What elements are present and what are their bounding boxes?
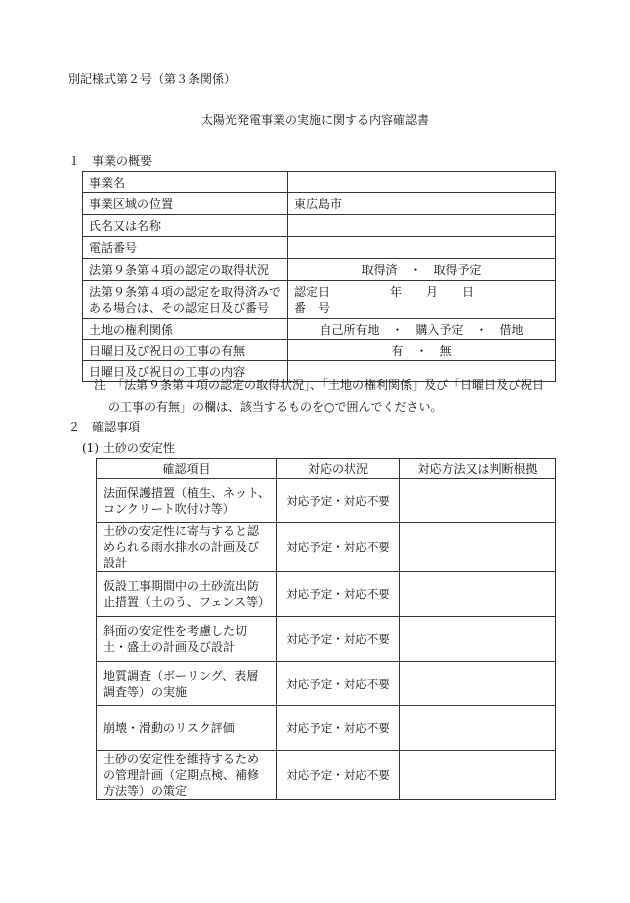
table-row bbox=[83, 281, 556, 319]
row-value[interactable]: 取得済 ・ 取得予定 bbox=[288, 259, 556, 281]
table-row bbox=[97, 706, 556, 751]
table-row bbox=[83, 237, 556, 259]
status-options[interactable]: 対応予定・対応不要 bbox=[277, 572, 400, 617]
status-options[interactable]: 対応予定・対応不要 bbox=[277, 751, 400, 800]
certification-number: 番 号 bbox=[294, 300, 331, 315]
table-row bbox=[83, 193, 556, 215]
header-check-item: 確認項目 bbox=[97, 459, 277, 479]
row-label: 土地の権利関係 bbox=[83, 319, 288, 340]
row-value[interactable] bbox=[288, 172, 556, 193]
table-row bbox=[83, 340, 556, 361]
method-cell[interactable] bbox=[400, 751, 556, 800]
form-label: 別記様式第２号（第３条関係） bbox=[68, 72, 237, 86]
method-cell[interactable] bbox=[400, 572, 556, 617]
table-row bbox=[97, 572, 556, 617]
table-row bbox=[97, 617, 556, 662]
method-cell[interactable] bbox=[400, 523, 556, 572]
status-options[interactable]: 対応予定・対応不要 bbox=[277, 617, 400, 662]
check-item: 土砂の安定性を維持するための管理計画（定期点検、補修方法等）の策定 bbox=[97, 751, 277, 800]
table-row bbox=[97, 479, 556, 523]
table-row bbox=[83, 172, 556, 193]
certification-date: 認定日 年 月 日 bbox=[294, 284, 475, 299]
row-value[interactable]: 東広島市 bbox=[288, 193, 556, 215]
row-value[interactable]: 有 ・ 無 bbox=[288, 340, 556, 361]
row-value[interactable] bbox=[288, 215, 556, 237]
check-item: 土砂の安定性に寄与すると認められる雨水排水の計画及び設計 bbox=[97, 523, 277, 572]
row-label: 氏名又は名称 bbox=[83, 215, 288, 237]
table-row bbox=[97, 751, 556, 800]
check-item: 斜面の安定性を考慮した切土・盛土の計画及び設計 bbox=[97, 617, 277, 662]
row-label: 日曜日及び祝日の工事の内容 bbox=[83, 361, 288, 382]
method-cell[interactable] bbox=[400, 479, 556, 523]
table-header-row bbox=[97, 459, 556, 479]
check-item: 法面保護措置（植生、ネット、コンクリート吹付け等） bbox=[97, 479, 277, 523]
table-row bbox=[97, 523, 556, 572]
check-item: 地質調査（ボーリング、表層調査等）の実施 bbox=[97, 662, 277, 706]
method-cell[interactable] bbox=[400, 617, 556, 662]
section2-heading: ２ 確認事項 bbox=[68, 420, 141, 434]
row-label: 法第９条第４項の認定の取得状況 bbox=[83, 259, 288, 281]
table-row bbox=[83, 259, 556, 281]
status-options[interactable]: 対応予定・対応不要 bbox=[277, 479, 400, 523]
note-line-2: の工事の有無」の欄は、該当するものを○で囲んでください。 bbox=[108, 400, 443, 414]
section2-subheading: (1) 土砂の安定性 bbox=[82, 441, 175, 455]
row-value[interactable] bbox=[288, 237, 556, 259]
table-row bbox=[83, 215, 556, 237]
document-title: 太陽光発電事業の実施に関する内容確認書 bbox=[200, 113, 429, 127]
note-line-1: 注 「法第９条第４項の認定の取得状況」、「土地の権利関係」及び「日曜日及び祝日 bbox=[94, 378, 545, 392]
check-item: 崩壊・滑動のリスク評価 bbox=[97, 706, 277, 751]
row-label: 事業名 bbox=[83, 172, 288, 193]
row-label: 日曜日及び祝日の工事の有無 bbox=[83, 340, 288, 361]
overview-table bbox=[82, 171, 556, 382]
table-row bbox=[97, 662, 556, 706]
table-row bbox=[83, 319, 556, 340]
row-value[interactable]: 自己所有地 ・ 購入予定 ・ 借地 bbox=[288, 319, 556, 340]
header-status: 対応の状況 bbox=[277, 459, 400, 479]
method-cell[interactable] bbox=[400, 662, 556, 706]
row-value[interactable] bbox=[288, 281, 556, 319]
row-label: 電話番号 bbox=[83, 237, 288, 259]
status-options[interactable]: 対応予定・対応不要 bbox=[277, 706, 400, 751]
header-method: 対応方法又は判断根拠 bbox=[400, 459, 556, 479]
status-options[interactable]: 対応予定・対応不要 bbox=[277, 662, 400, 706]
soil-stability-table bbox=[96, 458, 556, 800]
row-label: 法第９条第４項の認定を取得済みである場合は、その認定日及び番号 bbox=[83, 281, 288, 319]
section1-heading: １ 事業の概要 bbox=[68, 154, 153, 168]
check-item: 仮設工事期間中の土砂流出防止措置（土のう、フェンス等） bbox=[97, 572, 277, 617]
method-cell[interactable] bbox=[400, 706, 556, 751]
status-options[interactable]: 対応予定・対応不要 bbox=[277, 523, 400, 572]
row-label: 事業区域の位置 bbox=[83, 193, 288, 215]
